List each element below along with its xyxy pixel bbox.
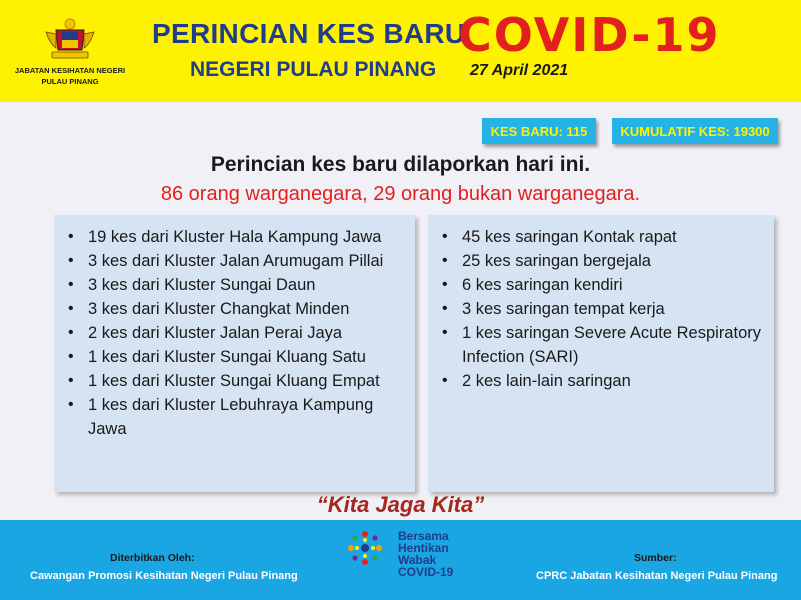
page-title: PERINCIAN KES BARU <box>152 18 466 49</box>
list-item: • 1 kes dari Kluster Sungai Kluang Empat <box>62 369 407 393</box>
new-cases-badge: KES BARU: 115 <box>482 118 596 144</box>
clusters-list <box>54 215 415 441</box>
campaign-text <box>398 530 478 578</box>
published-by-label: Diterbitkan Oleh: <box>110 552 195 564</box>
list-item: • 3 kes saringan tempat kerja <box>436 297 766 321</box>
list-item: • 3 kes dari Kluster Changkat Minden <box>62 297 407 321</box>
cumulative-cases-badge: KUMULATIF KES: 19300 <box>612 118 778 144</box>
campaign-line: Hentikan <box>398 541 449 555</box>
clusters-panel <box>54 215 415 492</box>
citizenship-summary: 86 orang warganegara, 29 orang bukan warganegara. <box>160 183 641 205</box>
screenings-panel <box>428 215 774 492</box>
list-item: • 19 kes dari Kluster Hala Kampung Jawa <box>62 225 407 249</box>
list-item: • 1 kes dari Kluster Lebuhraya Kampung Jawa <box>62 393 407 441</box>
section-heading: Perincian kes baru dilaporkan hari ini. <box>210 153 591 176</box>
list-item: • 2 kes lain-lain saringan <box>436 369 766 393</box>
campaign-line: Bersama <box>398 529 449 543</box>
footer <box>0 520 801 600</box>
published-by: Cawangan Promosi Kesihatan Negeri Pulau Pinang <box>30 570 298 582</box>
header <box>0 0 801 102</box>
agency-line2: PULAU PINANG <box>41 77 99 86</box>
screenings-list <box>428 215 774 393</box>
malaysia-crest-icon <box>42 14 98 62</box>
list-item: • 1 kes saringan Severe Acute Respiratory Infection (SARI) <box>436 321 766 369</box>
list-item: • 3 kes dari Kluster Jalan Arumugam Pillai <box>62 249 407 273</box>
covid-title: COVID-19 <box>458 8 721 62</box>
campaign-line: Wabak <box>398 553 437 567</box>
campaign-line: COVID-19 <box>398 565 454 579</box>
report-date: 27 April 2021 <box>470 62 569 79</box>
list-item: • 2 kes dari Kluster Jalan Perai Jaya <box>62 321 407 345</box>
list-item: • 6 kes saringan kendiri <box>436 273 766 297</box>
campaign-logo-icon <box>344 527 386 569</box>
list-item: • 3 kes dari Kluster Sungai Daun <box>62 273 407 297</box>
slogan: “Kita Jaga Kita” <box>316 492 485 517</box>
source: CPRC Jabatan Kesihatan Negeri Pulau Pinang <box>536 570 778 582</box>
source-label: Sumber: <box>634 552 677 564</box>
list-item: • 25 kes saringan bergejala <box>436 249 766 273</box>
list-item: • 1 kes dari Kluster Sungai Kluang Satu <box>62 345 407 369</box>
page-subtitle: NEGERI PULAU PINANG <box>190 58 437 81</box>
agency-line1: JABATAN KESIHATAN NEGERI <box>14 66 126 75</box>
agency-name <box>8 65 132 87</box>
list-item: • 45 kes saringan Kontak rapat <box>436 225 766 249</box>
